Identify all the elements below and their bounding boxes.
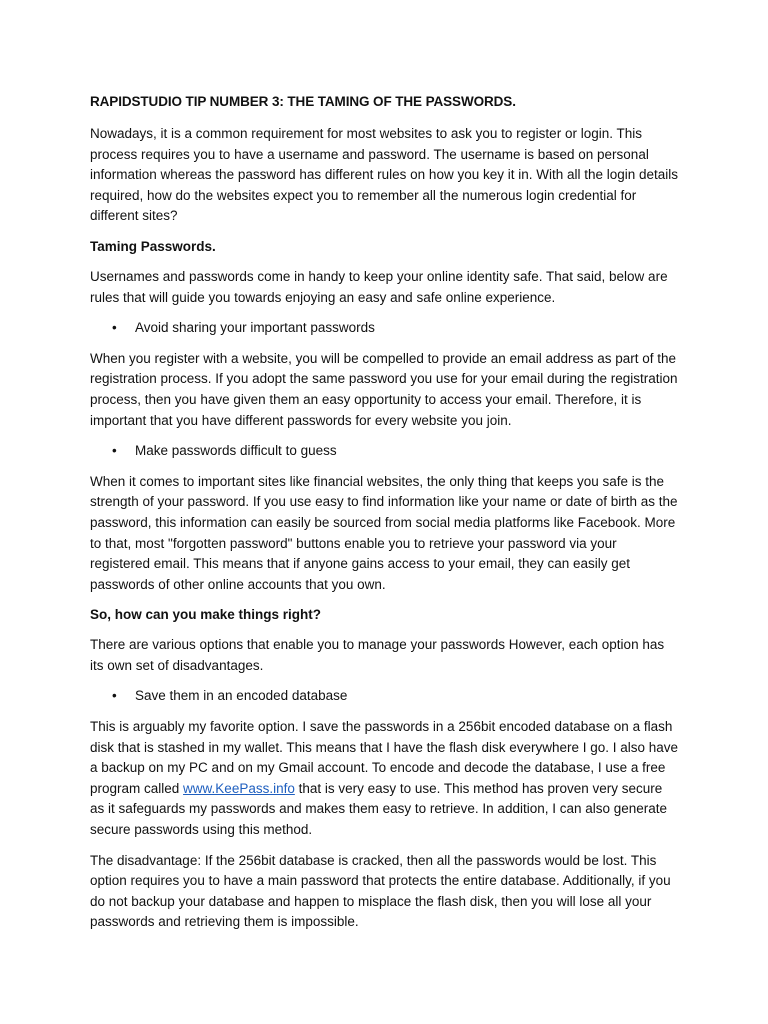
section-heading-taming-passwords: Taming Passwords.: [90, 238, 216, 254]
bullet-list: [90, 441, 680, 462]
bullet-icon: •: [112, 320, 117, 336]
paragraph-text: This is arguably my favorite option. I save the passwords in a 256bit encoded database on a flash disk that is stashed in my wallet. This means that I have the flash disk everywhere I go. I also have a backup on my PC and on my Gmail account. To encode and decode the database, I use a free program called: [90, 719, 679, 796]
document-title: RAPIDSTUDIO TIP NUMBER 3: THE TAMING OF THE PASSWORDS.: [90, 94, 516, 109]
paragraph-financial: When it comes to important sites like financial websites, the only thing that keeps you safe is the strength of your password. If you use easy to find information like your name or date of birth as the password, this information can easily be sourced from social media platforms like Facebook. More to that, most "forgotten password" buttons enable you to retrieve your password via your registered email. This means that if anyone gains access to your email, they can easily get passwords of other online accounts that you own.: [90, 473, 678, 592]
list-item-text: Make passwords difficult to guess: [135, 443, 337, 459]
list-item: [90, 441, 680, 462]
intro-paragraph: Nowadays, it is a common requirement for most websites to ask you to register or login. This process requires you to have a username and password. The username is based on personal information whereas the password has different rules on how you key it in. With all the login details required, how do the websites expect you to remember all the numerous login credential for different sites?: [90, 126, 679, 224]
list-item-text: Save them in an encoded database: [135, 688, 348, 704]
keepass-link[interactable]: www.KeePass.info: [183, 780, 295, 796]
list-item: [90, 318, 680, 339]
bullet-icon: •: [112, 688, 117, 704]
paragraph-options: There are various options that enable you to manage your passwords However, each option has its own set of disadvantages.: [90, 637, 665, 673]
paragraph-favorite-option: [90, 717, 680, 841]
paragraph-disadvantage: The disadvantage: If the 256bit database is cracked, then all the passwords would be lost. This option requires you to have a main password that protects the entire database. Additionally, if you do not backup your database and happen to misplace the flash disk, then you will lose all your passwords and retrieving them is impossible.: [90, 852, 671, 930]
list-item-text: Avoid sharing your important passwords: [135, 320, 375, 336]
bullet-list: [90, 318, 680, 339]
bullet-list: [90, 686, 680, 707]
paragraph-register: When you register with a website, you will be compelled to provide an email address as part of the registration process. If you adopt the same password you use for your email during the registration process, then you have given them an easy opportunity to access your email. Therefore, it is important that you have different passwords for every website you join.: [90, 350, 678, 428]
bullet-icon: •: [112, 443, 117, 459]
paragraph-text: that is very easy to use. This method has proven very secure as it safeguards my passwords and makes them easy to retrieve. In addition, I can also generate secure passwords using this method.: [90, 780, 668, 838]
section-heading-make-things-right: So, how can you make things right?: [90, 607, 322, 623]
list-item: [90, 686, 680, 707]
paragraph-rules: Usernames and passwords come in handy to keep your online identity safe. That said, below are rules that will guide you towards enjoying an easy and safe online experience.: [90, 268, 668, 305]
